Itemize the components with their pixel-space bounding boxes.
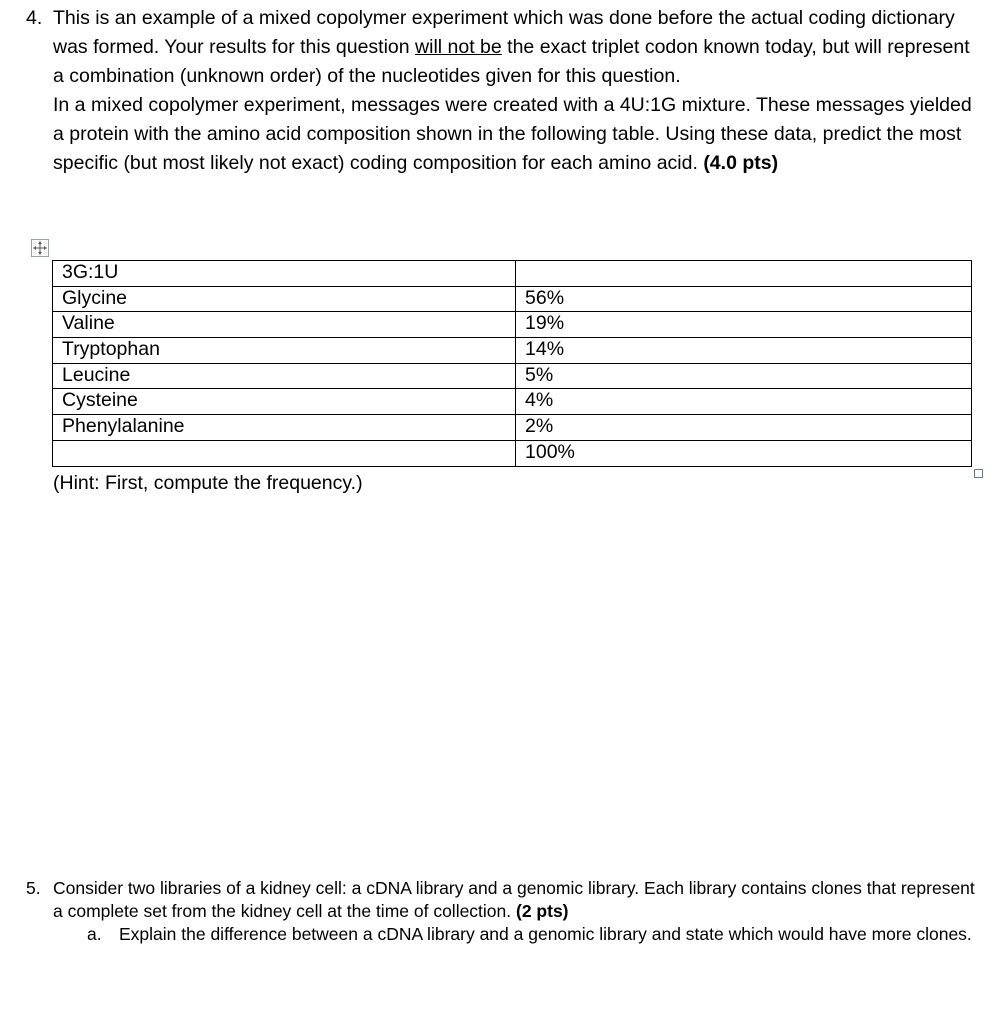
percentage-cell: 19% [516, 312, 972, 338]
intro-text-after-underline: the exact triplet codon known today, but will represent a combination (unknown order) of the nucleotides given for this question. [53, 36, 970, 87]
amino-acid-name-cell: Tryptophan [53, 338, 516, 364]
intro-text-before-underline: This is an example of a mixed copolymer experiment which was done before the actual coding dictionary was formed. Your results for this question [53, 7, 955, 58]
question-4-hint: (Hint: First, compute the frequency.) [53, 472, 363, 494]
amino-acid-composition-table [52, 260, 972, 467]
question-4-instructions [53, 91, 983, 178]
table-row [53, 338, 972, 364]
table-move-icon[interactable] [31, 239, 49, 257]
amino-acid-name-cell: Leucine [53, 363, 516, 389]
percentage-cell: 4% [516, 389, 972, 415]
table-resize-handle[interactable] [974, 469, 983, 478]
question-4-points: (4.0 pts) [703, 152, 779, 174]
table-row [53, 440, 972, 466]
underlined-phrase: will not be [415, 36, 502, 58]
question-5-body [53, 877, 988, 923]
table-row [53, 261, 972, 287]
table-row [53, 312, 972, 338]
amino-acid-name-cell [53, 440, 516, 466]
table-row [53, 286, 972, 312]
table-body [53, 261, 972, 467]
amino-acid-name-cell: Valine [53, 312, 516, 338]
question-5-points: (2 pts) [516, 901, 569, 921]
amino-acid-name-cell: Glycine [53, 286, 516, 312]
amino-acid-name-cell: 3G:1U [53, 261, 516, 287]
table-row [53, 415, 972, 441]
amino-acid-name-cell: Phenylalanine [53, 415, 516, 441]
question-5a-text: Explain the difference between a cDNA library and a genomic library and state which would have more clones. [119, 924, 972, 944]
question-5a-label: a. [87, 924, 102, 944]
percentage-cell: 100% [516, 440, 972, 466]
amino-acid-name-cell: Cysteine [53, 389, 516, 415]
percentage-cell: 5% [516, 363, 972, 389]
percentage-cell: 2% [516, 415, 972, 441]
question-4-body [53, 4, 983, 178]
percentage-cell: 56% [516, 286, 972, 312]
table-row [53, 389, 972, 415]
question-4-number: 4. [26, 7, 43, 29]
percentage-cell: 14% [516, 338, 972, 364]
table-row [53, 363, 972, 389]
question-5-number: 5. [26, 878, 41, 898]
question-5-statement: Consider two libraries of a kidney cell: a cDNA library and a genomic library. Each library contains clones that represent a complete set from the kidney cell at the time of collection. [53, 878, 975, 921]
percentage-cell [516, 261, 972, 287]
question-4-intro [53, 4, 983, 91]
instructions-text: In a mixed copolymer experiment, messages were created with a 4U:1G mixture. These messages yielded a protein with the amino acid composition shown in the following table. Using these data, predict the most specific (but most likely not exact) coding composition for each amino acid. [53, 94, 972, 174]
question-5-text [53, 877, 988, 923]
